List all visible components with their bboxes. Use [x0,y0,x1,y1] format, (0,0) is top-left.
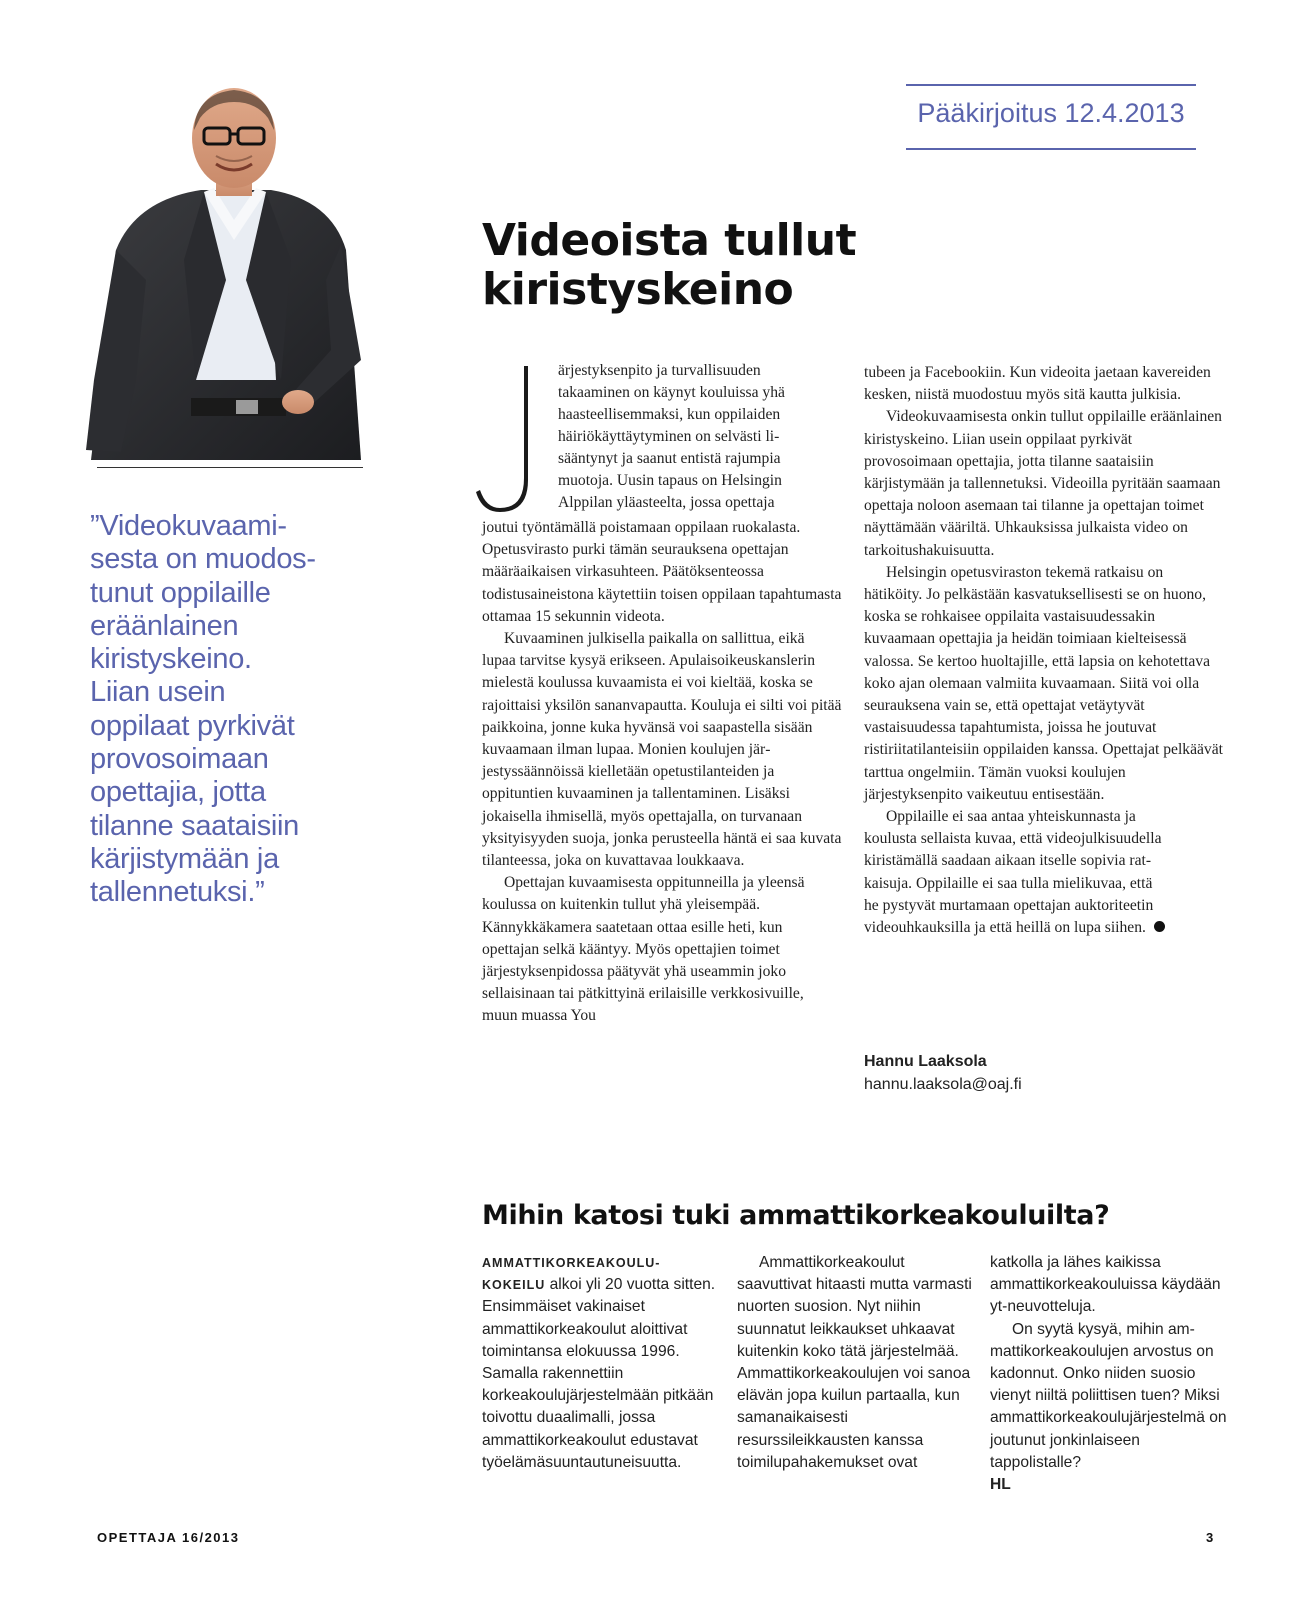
dropcap-line: ärjestyksenpito ja turvallisuuden [558,362,761,379]
sidebar-title: Mihin katosi tuki ammattikorkeakouluilta? [482,1200,1110,1231]
dropcap-line: Alppilan yläasteelta, jossa opettaja [558,494,775,511]
photo-baseline [97,467,363,468]
paragraph: joutui työntämällä poistamaan oppilaan ruokalasta. Opetusvirasto purki tämän seurauksena opettajan määräaikaisen virkasuhteen. Päätöksenteossa todistusaineistona käytettiin toisen oppilaan tapahtumasta ottamaa 15 sekunnin videota. [482,519,842,625]
section-date-label: Pääkirjoitus 12.4.2013 [917,98,1185,128]
paragraph: Kuvaaminen julkisella paikalla on sallittua, eikä lupaa tarvitse kysyä erikseen. Apulaisoikeuskanslerin mielestä koulussa kuvaamista ei voi kieltää, koska se rajoittaisi yksilön sananvapautta. Kouluja ei silti voi pitää paikkoina, jonne kuka hyvänsä voi saapastella sisään kuvaamaan ilman lupaa. Monien koulujen järjestyssäännöissä kielletään opetustilanteiden ja oppituntien kuvaaminen ja tallentaminen. Lisäksi jokaisella ihmisellä, myös opettajalla, on turvanaan yksityisyyden suoja, jonka perusteella häntä ei saa kuvata tilanteessa, joka on kuvattavaa loukkaava. [482,630,842,870]
lead-in: AMMATTIKORKEAKOULU- [482,1256,661,1270]
header-rule-top [906,84,1196,86]
paragraph: tubeen ja Facebookiin. Kun videoita jaetaan kavereiden kesken, niistä muodostuu myös sitä kautta julkisia. [864,364,1211,404]
dropcap-line: takaaminen on käynyt kouluissa yhä [558,384,785,401]
pull-quote: ”Videokuvaami- sesta on muodos- tunut oppilaille eräänlainen kiristyskeino. Liian usein oppilaat pyrkivät provosoimaan opettajia, jotta tilanne saataisiin kärjistymään ja tallennetuksi.” [90,510,316,909]
paragraph [482,1252,722,1474]
byline [864,1050,1022,1096]
dropcap-line: sääntynyt ja saanut entistä rajumpia [558,450,781,467]
paragraph: Ammattikorkeakoulut saavuttivat hitaasti mutta varmasti nuorten suosion. Nyt niihin suunnatut leikkaukset uhkaavat kuitenkin koko tätä järjestelmää. Ammattikorkeakoulujen voi sanoa elävän jopa kuilun partaalla, kun samanaikaisesti resurssileikkausten kanssa toimilupahakemukset ovat [737,1254,972,1471]
dropcap-line: häiriökäyttäytyminen on selvästi li- [558,428,780,445]
final-line: he pystyvät murtamaan opettajan auktoriteetin [864,896,1154,914]
article-column-2 [864,362,1224,939]
author-email[interactable]: hannu.laaksola@oaj.fi [864,1076,1022,1093]
paragraph: Opettajan kuvaamisesta oppitunneilla ja yleensä koulussa on kuitenkin tullut yhä yleisempää. Kännykkäkamera saatetaan ottaa esille heti, kun opettajan selkä kääntyy. Myös opettajien toimet järjestyksenpidossa päätyvät yhä useammin joko sellaisinaan tai pätkittyinä erilaisille verkkosivuille, muun muassa You [482,874,805,1025]
sidebar-initials: HL [990,1476,1011,1494]
article-column-1-body [482,517,842,1028]
sidebar-column-1 [482,1252,722,1474]
paragraph-final [864,806,1224,939]
final-line: videouhkauksilla ja että heillä on lupa siihen. [864,919,1146,937]
dropcap-line: haasteellisemmaksi, kun oppilaiden [558,406,781,423]
final-line: kaisuja. Oppilaille ei saa tulla mielikuvaa, että [864,874,1153,892]
sidebar-column-2 [737,1252,977,1474]
paragraph: On syytä kysyä, mihin ammattikorkeakoulujen arvostus on kadonnut. Onko niiden suosio vienyt niiltä poliittisen tuen? Miksi ammattikorkeakoulujärjestelmä on joutunut jonkinlaiseen tappolistalle? [990,1320,1227,1471]
author-photo [76,80,366,468]
final-line: Oppilaille ei saa antaa yhteiskunnasta ja [886,808,1136,826]
header-rule-bottom [906,148,1196,150]
paragraph: katkolla ja lähes kaikissa ammattikorkeakouluissa käydään yt-neuvotteluja. [990,1254,1221,1316]
publication-footer: OPETTAJA 16/2013 [97,1530,240,1545]
sidebar-column-3 [990,1252,1230,1496]
author-name: Hannu Laaksola [864,1053,987,1070]
final-line: koulusta sellaista kuvaa, että videojulkisuudella [864,830,1162,848]
end-mark-icon [1154,921,1165,932]
article-title: Videoista tullut kiristyskeino [482,215,857,315]
final-line: kiristämällä saadaan aikaan itselle sopivia rat- [864,852,1152,870]
paragraph-text: alkoi yli 20 vuotta sitten. Ensimmäiset vakinaiset ammattikorkeakoulut aloittivat toimintansa elokuussa 1996. Samalla rakennettiin korkeakoulujärjestelmään pitkään toivottu duaalimalli, jossa ammattikorkeakoulut edustavat työelämäsuuntautuneisuutta. [482,1276,716,1471]
paragraph: Helsingin opetusviraston tekemä ratkaisu on hätiköity. Jo pelkästään kasvatuksellisesti se on huono, koska se rohkaisee oppilaita vastaisuudessakin kuvaamaan opettajia ja heidän toimiaan kielteisessä valossa. Se kertoo huoltajille, että lapsia on kehotettava koko ajan olemaan valmiita kuvaamaan. Siitä voi olla seurauksena vain se, että opettajat vetäytyvät vastaisuudessa tapahtumista, joissa he joutuvat ristiriitatilanteisiin oppilaiden kanssa. Opettajat pelkäävät tarttua ongelmiin. Tämän vuoksi koulujen järjestyksenpito vaikeutuu entisestään. [864,563,1223,803]
lead-in: KOKEILU [482,1278,546,1293]
dropcap-line: muotoja. Uusin tapaus on Helsingin [558,472,782,489]
page-number: 3 [1206,1530,1214,1545]
paragraph: Videokuvaamisesta onkin tullut oppilaille eräänlainen kiristyskeino. Liian usein oppilaat pyrkivät provosoimaan opettajia, jotta tilanne saataisiin kärjistymään ja tallennetuksi. Videoilla pyritään saamaan opettaja noloon asemaan tai tilanne ja opettajan toimet näyttämään vääriltä. Uhkauksissa julkaista video on tarkoitushakuisuutta. [864,408,1222,559]
dropcap-j [476,362,548,518]
